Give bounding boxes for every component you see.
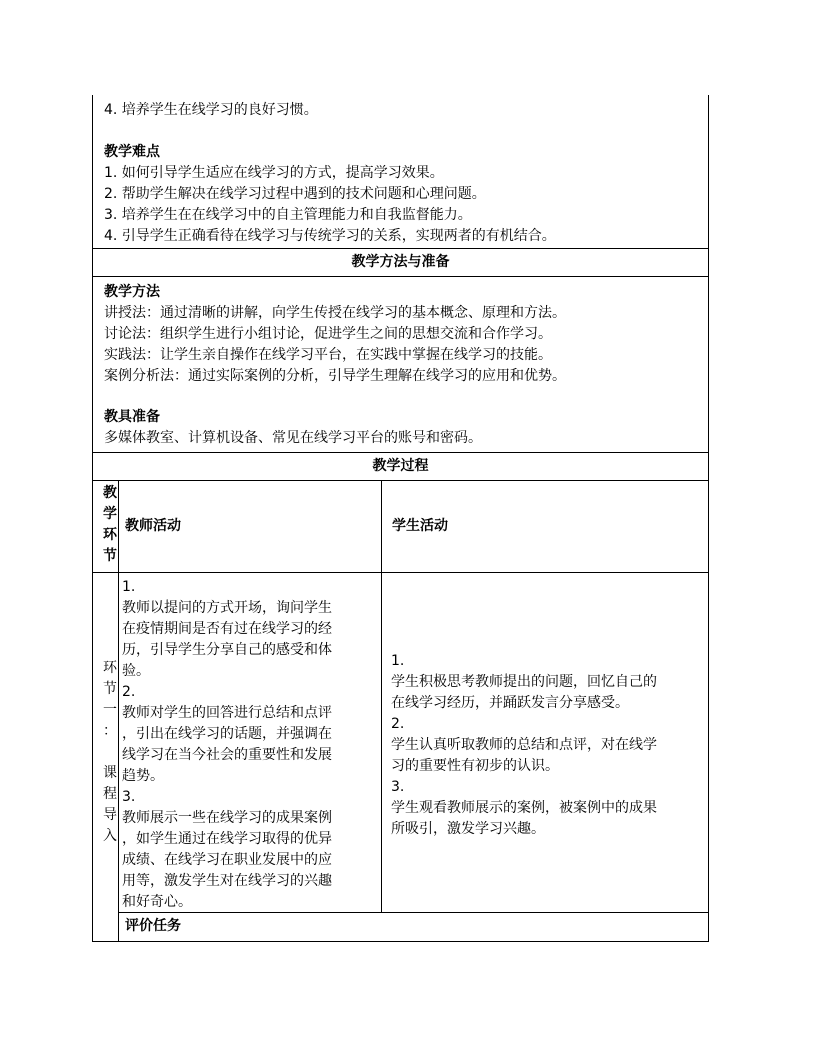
difficulty-item-3: 3. 培养学生在在线学习中的自主管理能力和自我监督能力。 <box>104 207 472 223</box>
teacher-line: 线学习在当今社会的重要性和发展 <box>122 747 332 763</box>
stage-column-header <box>92 481 118 572</box>
stage-label-char: 环 <box>103 660 117 676</box>
stage-label-char: 课 <box>103 765 117 781</box>
stage-label-column <box>92 573 118 941</box>
student-line: 3. <box>391 779 405 795</box>
teacher-activity-header: 教师活动 <box>125 518 181 534</box>
rule-after-tools <box>92 452 709 453</box>
student-activity-header: 学生活动 <box>392 518 448 534</box>
teacher-line: 1. <box>122 579 136 595</box>
table-border-bottom <box>92 941 709 942</box>
method-lecture: 讲授法：通过清晰的讲解，向学生传授在线学习的基本概念、原理和方法。 <box>104 305 566 321</box>
teacher-line: 在疫情期间是否有过在线学习的经 <box>122 621 332 637</box>
rule-after-column-headers <box>92 572 709 573</box>
stage-label-char: ： <box>103 723 117 739</box>
methods-banner: 教学方法与准备 <box>351 254 450 270</box>
teacher-line: 用等，激发学生对在线学习的兴趣 <box>122 873 332 889</box>
teacher-line: 验。 <box>122 663 150 679</box>
teacher-line: 历，引导学生分享自己的感受和体 <box>122 642 332 658</box>
teacher-line: 和好奇心。 <box>122 894 192 910</box>
teacher-line: 教师展示一些在线学习的成果案例 <box>122 810 332 826</box>
teacher-line: 趋势。 <box>122 768 164 784</box>
tools-text: 多媒体教室、计算机设备、常见在线学习平台的账号和密码。 <box>104 430 482 446</box>
col-divider-teacher-student <box>381 480 382 913</box>
stage-label-char: 程 <box>103 786 117 802</box>
teacher-line: 教师以提问的方式开场，询问学生 <box>122 600 332 616</box>
difficulties-heading: 教学难点 <box>104 144 160 160</box>
stage-header-char: 环 <box>103 527 117 543</box>
teacher-line: ，如学生通过在线学习取得的优异 <box>122 831 332 847</box>
difficulty-item-2: 2. 帮助学生解决在线学习过程中遇到的技术问题和心理问题。 <box>104 186 486 202</box>
teacher-line: 成绩、在线学习在职业发展中的应 <box>122 852 332 868</box>
difficulty-item-4: 4. 引导学生正确看待在线学习与传统学习的关系，实现两者的有机结合。 <box>104 228 556 244</box>
method-case-analysis: 案例分析法：通过实际案例的分析，引导学生理解在线学习的应用和优势。 <box>104 368 566 384</box>
teacher-line: 教师对学生的回答进行总结和点评 <box>122 705 332 721</box>
teacher-line: 2. <box>122 684 136 700</box>
lesson-plan-table <box>92 95 709 942</box>
stage-label-char: 入 <box>103 828 117 844</box>
rule-after-methods-banner <box>92 276 709 277</box>
methods-heading: 教学方法 <box>104 284 160 300</box>
stage-header-char: 学 <box>103 506 117 522</box>
stage-header-char: 教 <box>103 485 117 501</box>
stage-label-char: 节 <box>103 681 117 697</box>
tools-heading: 教具准备 <box>104 409 160 425</box>
rule-after-process-banner <box>92 480 709 481</box>
student-line: 1. <box>391 653 405 669</box>
process-banner: 教学过程 <box>372 458 429 474</box>
method-practice: 实践法：让学生亲自操作在线学习平台，在实践中掌握在线学习的技能。 <box>104 347 552 363</box>
student-line: 所吸引，激发学习兴趣。 <box>391 821 545 837</box>
student-line: 学生观看教师展示的案例，被案例中的成果 <box>391 800 657 816</box>
teacher-line: 3. <box>122 789 136 805</box>
rule-after-difficulties <box>92 248 709 249</box>
teacher-line: ，引出在线学习的话题，并强调在 <box>122 726 332 742</box>
method-discussion: 讨论法：组织学生进行小组讨论，促进学生之间的思想交流和合作学习。 <box>104 326 552 342</box>
student-line: 学生认真听取教师的总结和点评，对在线学 <box>391 737 657 753</box>
stage-header-char: 节 <box>103 548 117 564</box>
evaluation-heading: 评价任务 <box>125 918 181 934</box>
student-line: 学生积极思考教师提出的问题，回忆自己的 <box>391 674 657 690</box>
student-line: 2. <box>391 716 405 732</box>
difficulty-item-1: 1. 如何引导学生适应在线学习的方式，提高学习效果。 <box>104 165 444 181</box>
objective-item-4: 4. 培养学生在线学习的良好习惯。 <box>104 102 318 118</box>
col-divider-stage <box>118 480 119 942</box>
student-line: 在线学习经历，并踊跃发言分享感受。 <box>391 695 629 711</box>
stage-label-char: 一 <box>103 702 117 718</box>
stage-label-char: 导 <box>103 807 117 823</box>
table-border-right <box>708 95 709 942</box>
student-line: 习的重要性有初步的认识。 <box>391 758 559 774</box>
rule-before-evaluation <box>118 912 709 913</box>
